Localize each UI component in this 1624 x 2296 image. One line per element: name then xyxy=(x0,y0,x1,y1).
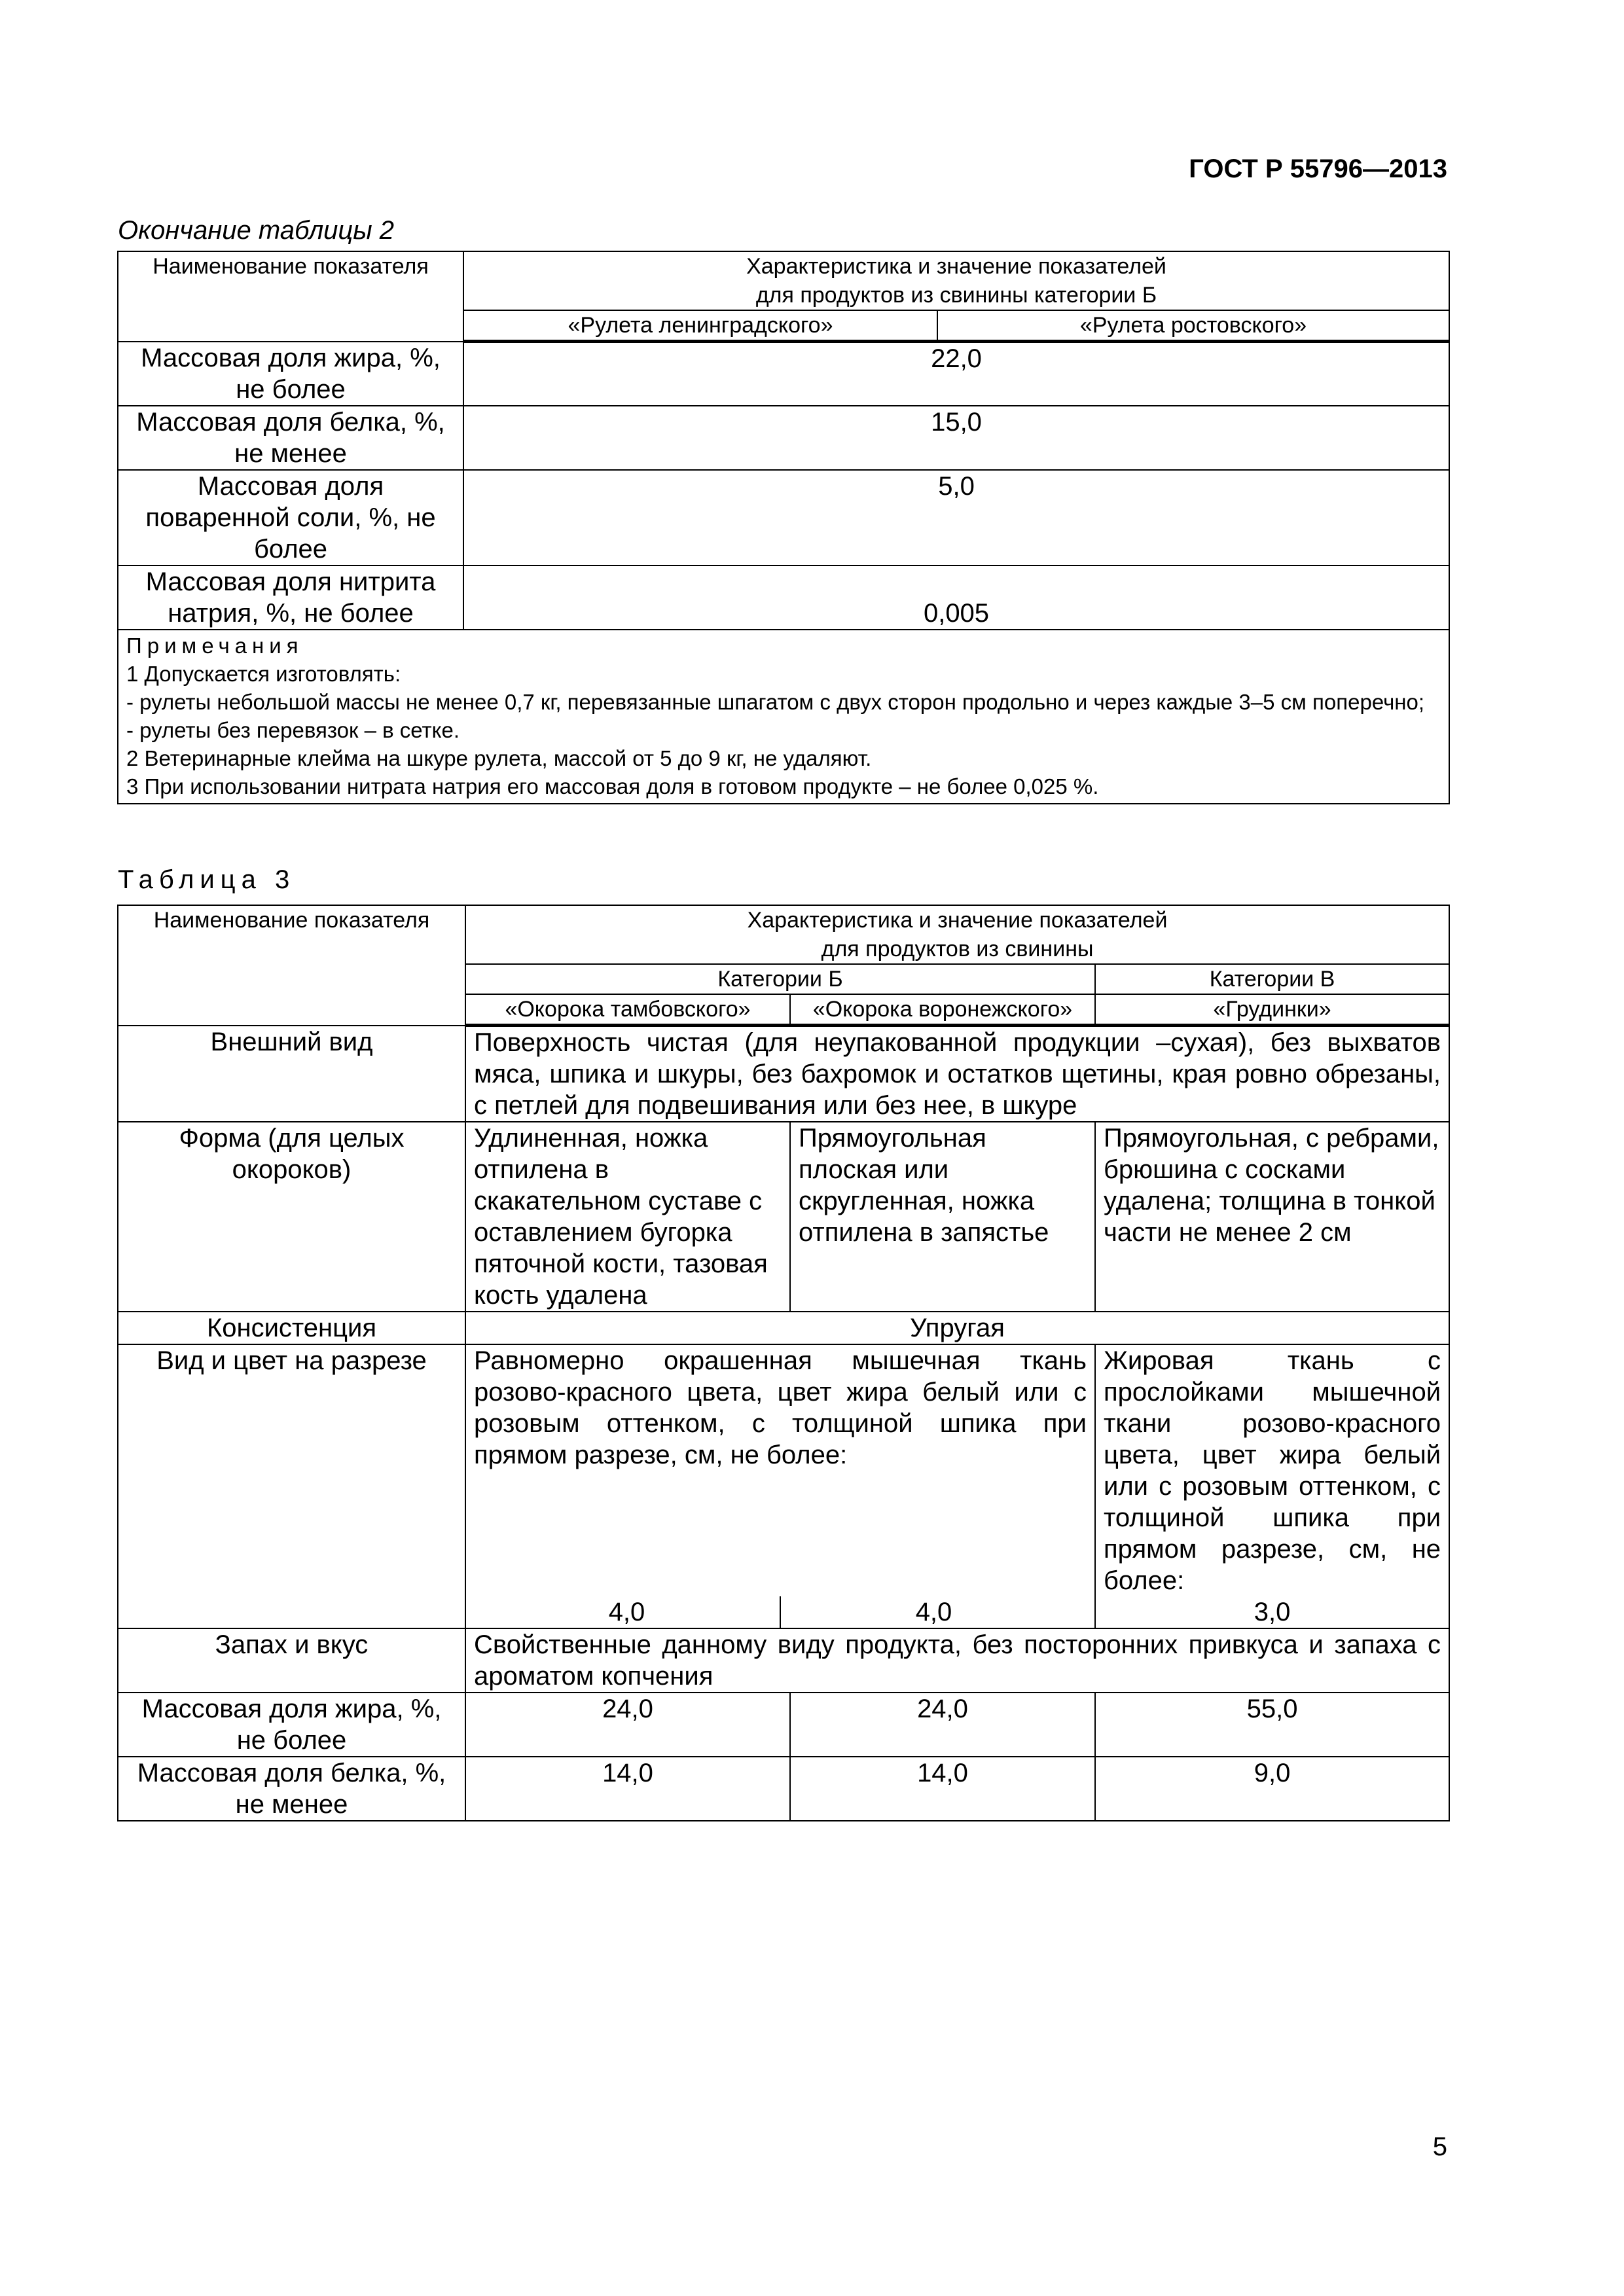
t2-row-name: Массовая доля белка, %, не менее xyxy=(118,406,463,470)
t3-cat-b: Категории Б xyxy=(465,964,1095,994)
t3-fat-voronezh: 24,0 xyxy=(790,1693,1095,1757)
t3-smell-name: Запах и вкус xyxy=(118,1628,465,1693)
t3-sub-tambov: «Окорока тамбовского» xyxy=(465,994,790,1026)
t3-smell-value: Свойственные данному виду продукта, без посторонних привкуса и запаха с ароматом копчения xyxy=(465,1628,1449,1693)
t3-cut-bc-values xyxy=(474,1596,1087,1628)
t3-shape-grudinka: Прямоугольная, с ребрами, брюшина с сосками удалена; толщина в тонкой части не менее 2 см xyxy=(1095,1122,1449,1312)
t3-cut-v-text: Жировая ткань с прослойками мышечной ткани розово-красного цвета, цвет жира белый или с розовым оттенком, с толщиной шпика при прямом разрезе, см, не более: xyxy=(1104,1346,1441,1595)
t2-sub-leningrad: «Рулета ленинградского» xyxy=(463,310,937,342)
t3-shape-voronezh: Прямоугольная плоская или скругленная, ножка отпилена в запястье xyxy=(790,1122,1095,1312)
t2-header-name: Наименование показателя xyxy=(118,251,463,342)
t2-row-value: 0,005 xyxy=(463,565,1449,630)
note-line: 1 Допускается изготовлять: xyxy=(126,661,401,686)
t3-cut-bc xyxy=(465,1344,1095,1628)
t3-appearance-name: Внешний вид xyxy=(118,1026,465,1122)
note-line: 2 Ветеринарные клейма на шкуре рулета, массой от 5 до 9 кг, не удаляют. xyxy=(126,745,872,770)
table-2 xyxy=(117,251,1450,804)
t3-sub-grudinka: «Грудинки» xyxy=(1095,994,1449,1026)
t2-sub-rostov: «Рулета ростовского» xyxy=(937,310,1449,342)
t3-cat-v: Категории В xyxy=(1095,964,1449,994)
t2-header-group: Характеристика и значение показателей для продуктов из свинины категории Б xyxy=(463,251,1449,310)
t3-protein-name: Массовая доля белка, %, не менее xyxy=(118,1757,465,1821)
t3-cut-name: Вид и цвет на разрезе xyxy=(118,1344,465,1628)
t2-row-name: Массовая доля поваренной соли, %, не более xyxy=(118,470,463,565)
table-3 xyxy=(117,905,1450,1821)
t3-protein-tambov: 14,0 xyxy=(465,1757,790,1821)
t2-row-value: 5,0 xyxy=(463,470,1449,565)
t3-protein-voronezh: 14,0 xyxy=(790,1757,1095,1821)
t3-header-group: Характеристика и значение показателей для продуктов из свинины xyxy=(465,905,1449,964)
t3-fat-grudinka: 55,0 xyxy=(1095,1693,1449,1757)
t3-cut-value-voronezh: 4,0 xyxy=(915,1598,952,1626)
note-line: - рулеты небольшой массы не менее 0,7 кг, перевязанные шпагатом с двух сторон продольно и через каждые 3–5 см поперечно; xyxy=(126,689,1425,714)
t3-fat-tambov: 24,0 xyxy=(465,1693,790,1757)
note-line: 3 При использовании нитрата натрия его массовая доля в готовом продукте – не более 0,025 %. xyxy=(126,774,1099,798)
table2-caption: Окончание таблицы 2 xyxy=(118,216,395,245)
t3-cut-value-tambov: 4,0 xyxy=(608,1598,645,1626)
t3-appearance-value: Поверхность чистая (для неупакованной продукции –сухая), без выхватов мяса, шпика и шкуры, без бахромок и остатков щетины, края ровно обрезаны, с петлей для подвешивания или без нее, в шкуре xyxy=(465,1026,1449,1122)
t2-notes xyxy=(118,630,1449,804)
t2-row-value: 22,0 xyxy=(463,342,1449,406)
t3-fat-name: Массовая доля жира, %, не более xyxy=(118,1693,465,1757)
standard-number: ГОСТ Р 55796—2013 xyxy=(1189,154,1447,183)
t3-shape-tambov: Удлиненная, ножка отпилена в скакательном суставе с оставлением бугорка пяточной кости, тазовая кость удалена xyxy=(465,1122,790,1312)
page-number: 5 xyxy=(1432,2132,1447,2161)
t2-row-value: 15,0 xyxy=(463,406,1449,470)
t3-cut-value-grudinka: 3,0 xyxy=(1254,1598,1291,1626)
t3-protein-grudinka: 9,0 xyxy=(1095,1757,1449,1821)
t3-shape-name: Форма (для целых окороков) xyxy=(118,1122,465,1312)
t3-sub-voronezh: «Окорока воронежского» xyxy=(790,994,1095,1026)
t3-consistency-name: Консистенция xyxy=(118,1312,465,1344)
t3-cut-v xyxy=(1095,1344,1449,1628)
t2-row-name: Массовая доля нитрита натрия, %, не более xyxy=(118,565,463,630)
t3-cut-bc-text: Равномерно окрашенная мышечная ткань розово-красного цвета, цвет жира белый или с розовым оттенком, с толщиной шпика при прямом разрезе, см, не более: xyxy=(474,1346,1087,1469)
notes-title: Примечания xyxy=(126,633,304,658)
table3-caption: Таблица 3 xyxy=(118,865,296,894)
t3-header-name: Наименование показателя xyxy=(118,905,465,1026)
t2-row-name: Массовая доля жира, %, не более xyxy=(118,342,463,406)
note-line: - рулеты без перевязок – в сетке. xyxy=(126,717,460,742)
t3-consistency-value: Упругая xyxy=(465,1312,1449,1344)
